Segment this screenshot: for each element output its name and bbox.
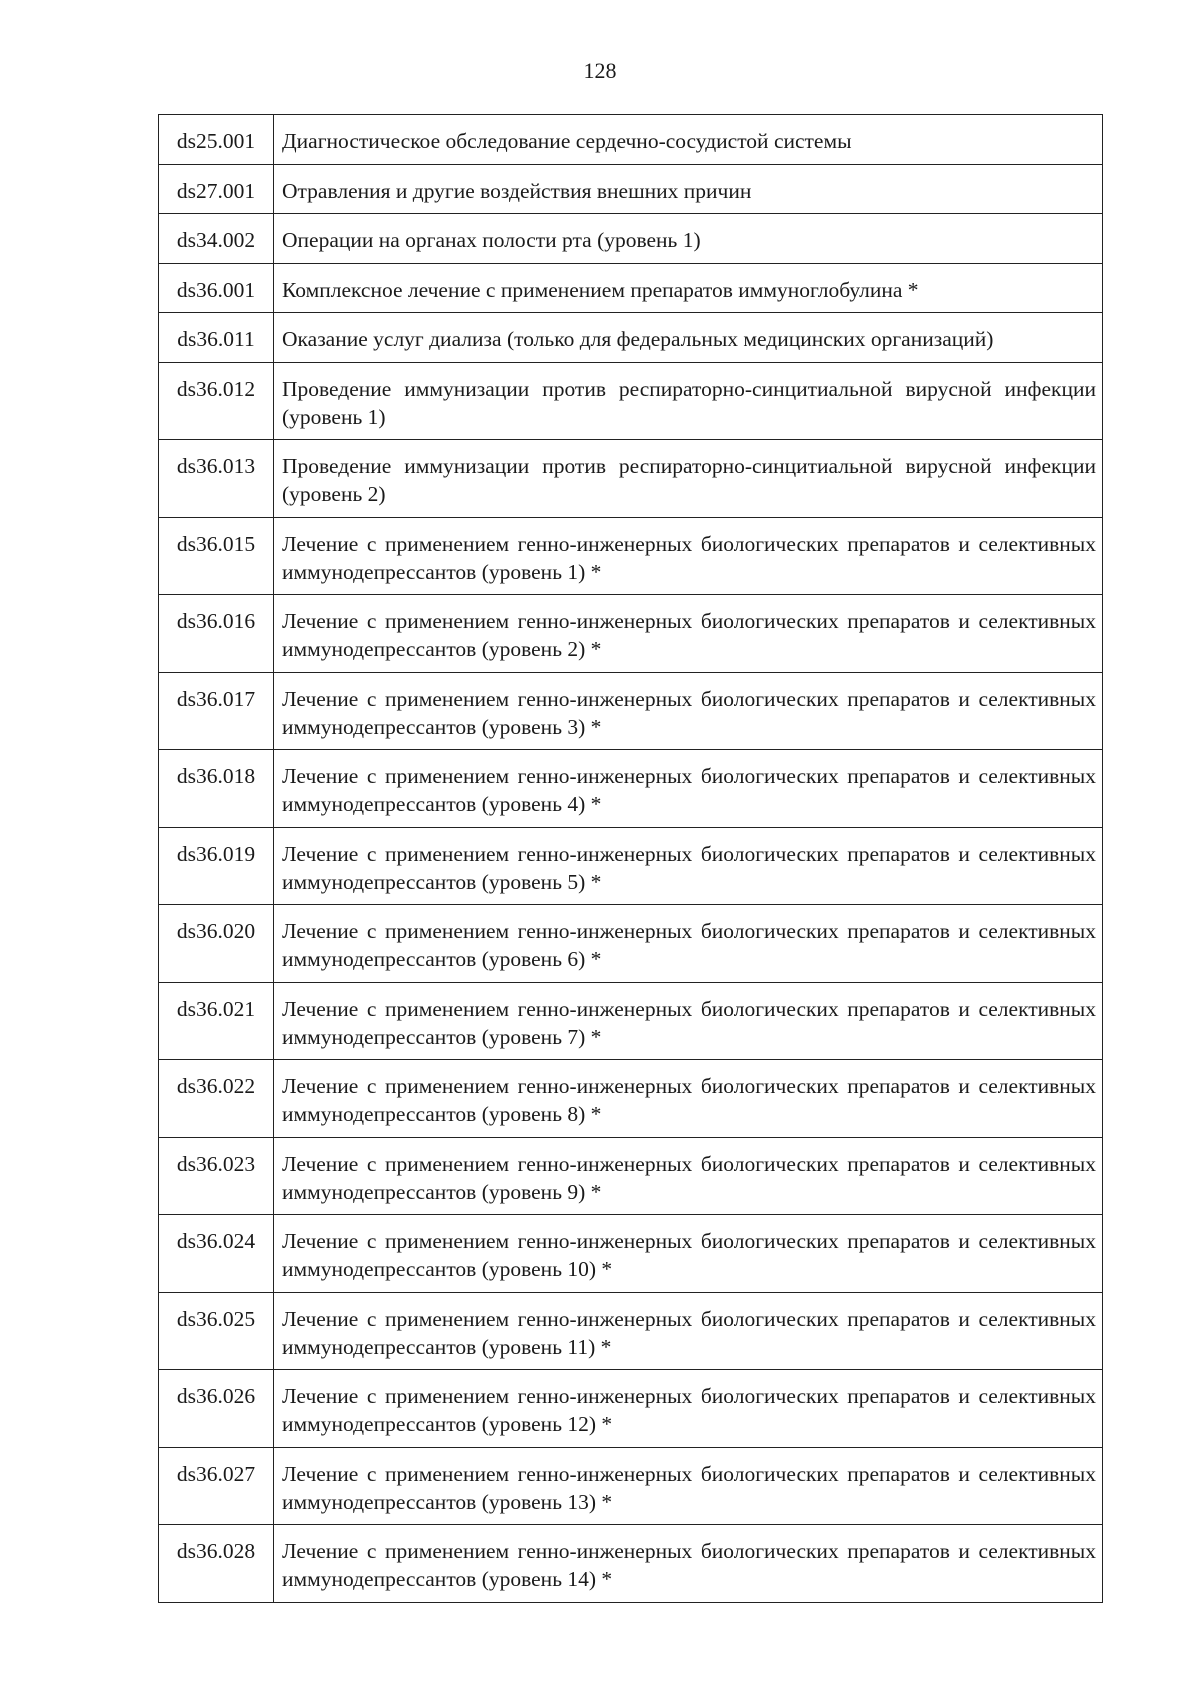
table-row [159, 827, 1103, 905]
code-cell: ds36.022 [159, 1060, 274, 1138]
code-cell: ds36.001 [159, 263, 274, 313]
description-cell: Лечение с применением генно-инженерных биологических препаратов и селективных иммунодепрессантов (уровень 2) * [274, 595, 1103, 673]
page-number: 128 [583, 58, 617, 83]
code-cell: ds36.028 [159, 1525, 274, 1603]
description-cell: Проведение иммунизации против респираторно-синцитиальной вирусной инфекции (уровень 2) [274, 440, 1103, 518]
code-cell: ds27.001 [159, 164, 274, 214]
description-cell: Лечение с применением генно-инженерных биологических препаратов и селективных иммунодепрессантов (уровень 9) * [274, 1137, 1103, 1215]
table-row [159, 362, 1103, 440]
description-cell: Лечение с применением генно-инженерных биологических препаратов и селективных иммунодепрессантов (уровень 5) * [274, 827, 1103, 905]
code-cell: ds25.001 [159, 115, 274, 165]
description-cell: Лечение с применением генно-инженерных биологических препаратов и селективных иммунодепрессантов (уровень 8) * [274, 1060, 1103, 1138]
description-cell: Операции на органах полости рта (уровень 1) [274, 214, 1103, 264]
description-cell: Лечение с применением генно-инженерных биологических препаратов и селективных иммунодепрессантов (уровень 6) * [274, 905, 1103, 983]
table-row [159, 214, 1103, 264]
description-cell: Лечение с применением генно-инженерных биологических препаратов и селективных иммунодепрессантов (уровень 4) * [274, 750, 1103, 828]
description-cell: Лечение с применением генно-инженерных биологических препаратов и селективных иммунодепрессантов (уровень 13) * [274, 1447, 1103, 1525]
description-cell: Проведение иммунизации против респираторно-синцитиальной вирусной инфекции (уровень 1) [274, 362, 1103, 440]
table-row [159, 1525, 1103, 1603]
description-cell: Комплексное лечение с применением препаратов иммуноглобулина * [274, 263, 1103, 313]
table-row [159, 905, 1103, 983]
description-cell: Лечение с применением генно-инженерных биологических препаратов и селективных иммунодепрессантов (уровень 3) * [274, 672, 1103, 750]
table-row [159, 1370, 1103, 1448]
table-row [159, 1060, 1103, 1138]
codes-table-body [159, 115, 1103, 1603]
description-cell: Лечение с применением генно-инженерных биологических препаратов и селективных иммунодепрессантов (уровень 14) * [274, 1525, 1103, 1603]
code-cell: ds36.020 [159, 905, 274, 983]
code-cell: ds34.002 [159, 214, 274, 264]
description-cell: Лечение с применением генно-инженерных биологических препаратов и селективных иммунодепрессантов (уровень 7) * [274, 982, 1103, 1060]
table-row [159, 1137, 1103, 1215]
table-row [159, 517, 1103, 595]
table-row [159, 750, 1103, 828]
description-cell: Лечение с применением генно-инженерных биологических препаратов и селективных иммунодепрессантов (уровень 12) * [274, 1370, 1103, 1448]
code-cell: ds36.011 [159, 313, 274, 363]
table-row [159, 1447, 1103, 1525]
table-row [159, 672, 1103, 750]
code-cell: ds36.019 [159, 827, 274, 905]
table-row [159, 115, 1103, 165]
table-row [159, 263, 1103, 313]
code-cell: ds36.015 [159, 517, 274, 595]
code-cell: ds36.025 [159, 1292, 274, 1370]
code-cell: ds36.026 [159, 1370, 274, 1448]
table-row [159, 313, 1103, 363]
description-cell: Диагностическое обследование сердечно-сосудистой системы [274, 115, 1103, 165]
code-cell: ds36.023 [159, 1137, 274, 1215]
description-cell: Лечение с применением генно-инженерных биологических препаратов и селективных иммунодепрессантов (уровень 10) * [274, 1215, 1103, 1293]
table-row [159, 1215, 1103, 1293]
table-row [159, 982, 1103, 1060]
table-row [159, 1292, 1103, 1370]
description-cell: Лечение с применением генно-инженерных биологических препаратов и селективных иммунодепрессантов (уровень 1) * [274, 517, 1103, 595]
description-cell: Отравления и другие воздействия внешних причин [274, 164, 1103, 214]
table-row [159, 595, 1103, 673]
code-cell: ds36.027 [159, 1447, 274, 1525]
code-cell: ds36.012 [159, 362, 274, 440]
codes-table [158, 114, 1103, 1603]
code-cell: ds36.018 [159, 750, 274, 828]
code-cell: ds36.016 [159, 595, 274, 673]
description-cell: Лечение с применением генно-инженерных биологических препаратов и селективных иммунодепрессантов (уровень 11) * [274, 1292, 1103, 1370]
code-cell: ds36.017 [159, 672, 274, 750]
code-cell: ds36.024 [159, 1215, 274, 1293]
description-cell: Оказание услуг диализа (только для федеральных медицинских организаций) [274, 313, 1103, 363]
code-cell: ds36.021 [159, 982, 274, 1060]
table-row [159, 164, 1103, 214]
table-row [159, 440, 1103, 518]
code-cell: ds36.013 [159, 440, 274, 518]
